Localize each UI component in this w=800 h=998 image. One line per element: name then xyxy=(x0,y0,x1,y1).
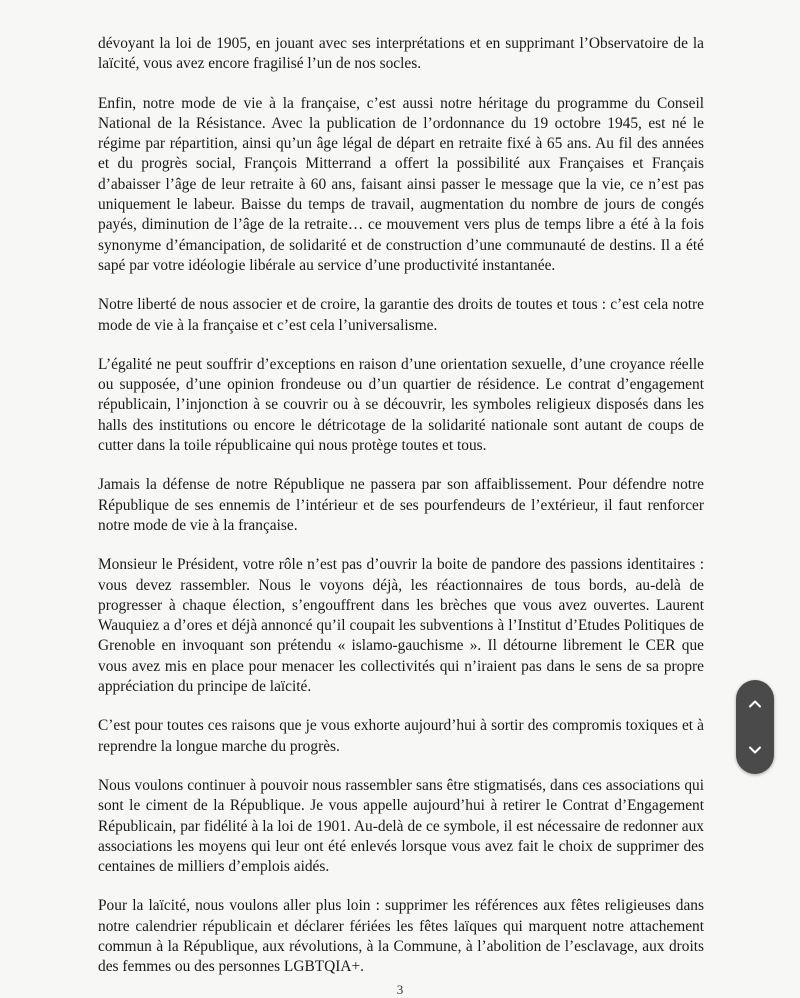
paragraph-2: Enfin, notre mode de vie à la française, c’est aussi notre héritage du programme du Conseil National de la Résistance. Avec la publication de l’ordonnance du 19 octobre 1945, est né le régime par répartition, ainsi qu’un âge légal de départ en retraite fixé à 65 ans. Au fil des années et du progrès social, François Mitterrand a offert la possibilité aux Françaises et Français d’abaisser l’âge de leur retraite à 60 ans, faisant ainsi passer le message que la vie, ce n’est pas uniquement le labeur. Baisse du temps de travail, augmentation du nombre de jours de congés payés, diminution de l’âge de la retraite… ce mouvement vers plus de temps libre a été à la fois synonyme d’émancipation, de solidarité et de construction d’une communauté de destins. Il a été sapé par votre idéologie libérale au service d’une productivité instantanée. xyxy=(98,94,704,274)
document-body xyxy=(98,34,704,997)
next-page-button[interactable] xyxy=(736,728,774,772)
paragraph-3: Notre liberté de nous associer et de croire, la garantie des droits de toutes et tous : c’est cela notre mode de vie à la française et c’est cela l’universalisme. xyxy=(98,296,704,334)
paragraph-6: Monsieur le Président, votre rôle n’est pas d’ouvrir la boite de pandore des passions identitaires : vous devez rassembler. Nous le voyons déjà, les réactionnaires de tous bords, au-delà de progresser à chaque élection, s’engouffrent dans les brèches que vous avez ouvertes. Laurent Wauquiez a d’ores et déjà annoncé qu’il coupait les subventions à l’Institut d’Etudes Politiques de Grenoble en invoquant son prétendu « islamo-gauchisme ». Il détourne librement le CER que vous avez mis en place pour menacer les collectivités qui n’iraient pas dans le sens de sa propre appréciation du principe de laïcité. xyxy=(98,556,704,696)
paragraph-5: Jamais la défense de notre République ne passera par son affaiblissement. Pour défendre notre République de ses ennemis de l’intérieur et de ses pourfendeurs de l’extérieur, il faut renforcer notre mode de vie à la française. xyxy=(98,476,704,534)
paragraph-7: C’est pour toutes ces raisons que je vous exhorte aujourd’hui à sortir des compromis toxiques et à reprendre la longue marche du progrès. xyxy=(98,717,704,755)
paragraph-4: L’égalité ne peut souffrir d’exceptions en raison d’une orientation sexuelle, d’une croyance réelle ou supposée, d’une opinion frondeuse ou d’un quartier de résidence. Le contrat d’engagement républicain, l’injonction à se couvrir ou à se découvrir, les symboles religieux disposés dans les halls des institutions ou encore le détricotage de la solidarité nationale sont autant de coups de cutter dans la toile républicaine qui nous protège toutes et tous. xyxy=(98,355,704,455)
paragraph-9: Pour la laïcité, nous voulons aller plus loin : supprimer les références aux fêtes religieuses dans notre calendrier républicain et déclarer fériées les fêtes laïques qui marquent notre attachement commun à la République, aux révolutions, à la Commune, à l’abolition de l’esclavage, aux droits des femmes ou des personnes LGBTQIA+. xyxy=(98,897,704,976)
paragraph-8: Nous voulons continuer à pouvoir nous rassembler sans être stigmatisés, dans ces associations qui sont le ciment de la République. Je vous appelle aujourd’hui à retirer le Contrat d’Engagement Républicain, par fidélité à la loi de 1901. Au-delà de ce symbole, il est nécessaire de redonner aux associations les moyens qui leur ont été enlevés lorsque vous avez fait le choix de supprimer des centaines de milliers d’emplois aidés. xyxy=(98,776,704,876)
chevron-up-icon xyxy=(747,696,763,712)
previous-page-button[interactable] xyxy=(736,682,774,726)
chevron-down-icon xyxy=(747,742,763,758)
page-number: 3 xyxy=(396,982,404,997)
paragraph-1: dévoyant la loi de 1905, en jouant avec ses interprétations et en supprimant l’Observatoire de la laïcité, vous avez encore fragilisé l’un de nos socles. xyxy=(98,35,704,73)
page-navigation xyxy=(736,680,774,774)
